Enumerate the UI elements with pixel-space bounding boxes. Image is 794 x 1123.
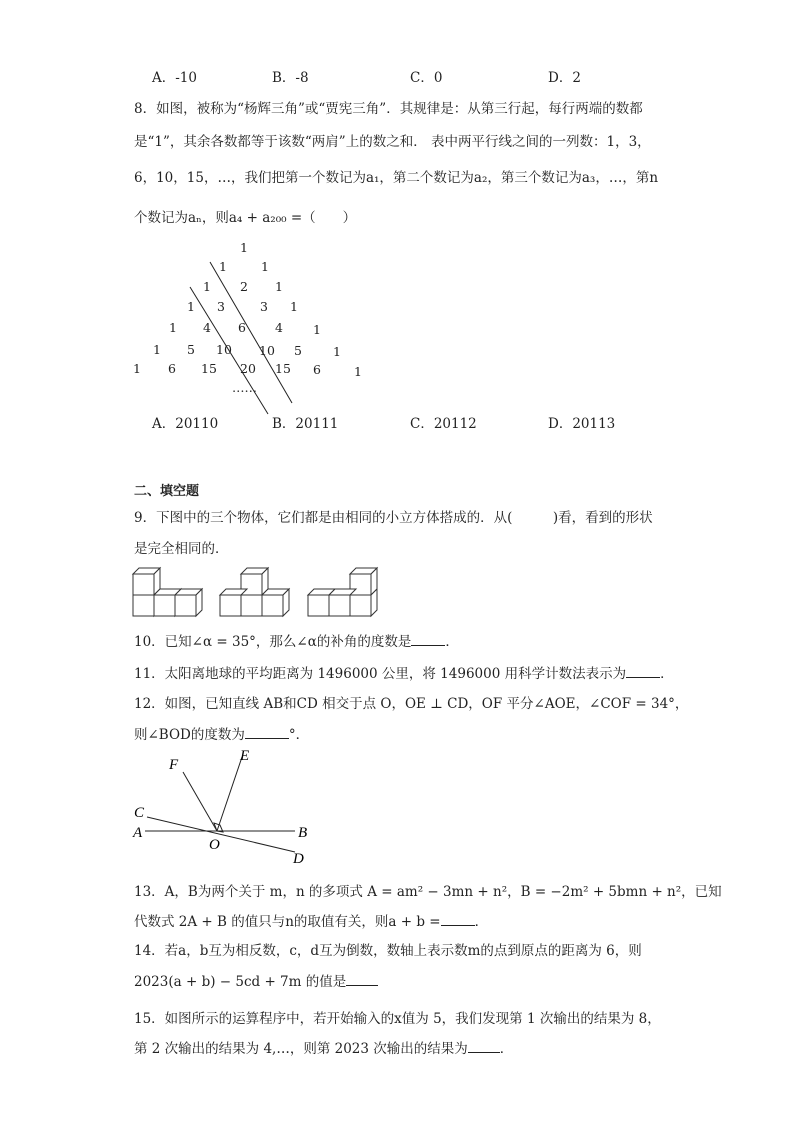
- q10-text: 10．已知∠α = 35°，那么∠α的补角的度数是: [134, 634, 412, 650]
- q7-option-b: B．-8: [272, 70, 309, 86]
- label-e: E: [240, 748, 250, 764]
- q12-text: 则∠BOD的度数为: [134, 727, 245, 743]
- triangle-number: 5: [187, 342, 195, 357]
- answer-blank[interactable]: [441, 913, 475, 926]
- period: ．: [474, 914, 489, 930]
- cube-figures: [130, 562, 390, 620]
- q14-line-1: 14．若a，b互为相反数，c，d互为倒数，数轴上表示数m的点到原点的距离为 6，则: [134, 943, 642, 959]
- triangle-number: 1: [133, 361, 141, 376]
- triangle-number: 1: [240, 240, 248, 255]
- q8-line-2: 是“1”，其余各数都等于该数“两肩”上的数之和． 表中两平行线之间的一列数：1，3，: [134, 134, 651, 150]
- period: ．: [660, 666, 674, 682]
- triangle-number: 4: [203, 320, 211, 335]
- cube-object-2: [220, 568, 289, 616]
- q7-option-d: D．2: [548, 70, 581, 86]
- triangle-number: 4: [275, 320, 283, 335]
- cube-object-3: [308, 568, 377, 616]
- q15-line-2: [134, 1037, 513, 1057]
- q7-option-c: C．0: [410, 70, 443, 86]
- q10-line: [134, 630, 459, 650]
- ray-oe: [217, 757, 242, 831]
- triangle-number: 1: [333, 344, 341, 359]
- q8-line-3: 6，10，15，…，我们把第一个数记为a₁，第二个数记为a₂，第三个数记为a₃，…，第n: [134, 170, 659, 186]
- triangle-number: 15: [275, 361, 291, 376]
- label-b: B: [298, 825, 308, 841]
- triangle-number: 6: [238, 320, 246, 335]
- triangle-number: 10: [259, 343, 275, 358]
- parallel-line-lower: [190, 287, 268, 414]
- q9-line-1: 9．下图中的三个物体，它们都是由相同的小立方体搭成的．从( )看，看到的形状: [134, 510, 653, 526]
- q15-line-1: 15．如图所示的运算程序中，若开始输入的x值为 5，我们发现第 1 次输出的结果为 8，: [134, 1011, 661, 1027]
- triangle-number: 1: [354, 364, 362, 379]
- answer-blank[interactable]: [411, 633, 445, 646]
- period: ．: [445, 634, 459, 650]
- q13-text: 代数式 2A + B 的值只与n的取值有关，则a + b =: [134, 914, 441, 930]
- q14-line-2: [134, 970, 378, 990]
- triangle-number: 1: [219, 259, 227, 274]
- q13-line-2: [134, 910, 488, 930]
- q12-line-1: 12．如图，已知直线 AB和CD 相交于点 O，OE ⊥ CD，OF 平分∠AOE，∠COF = 34°，: [134, 696, 689, 712]
- triangle-number: 2: [240, 279, 248, 294]
- q11-text: 11．太阳离地球的平均距离为 1496000 公里，将 1496000 用科学计数法表示为: [134, 666, 627, 682]
- q8-option-a: A．20110: [152, 416, 219, 432]
- triangle-number: 3: [217, 299, 225, 314]
- triangle-number: 1: [203, 279, 211, 294]
- parallel-line-upper: [210, 262, 292, 403]
- triangle-number: 6: [313, 362, 321, 377]
- label-f: F: [169, 757, 179, 773]
- q8-option-c: C．20112: [410, 416, 477, 432]
- ray-of: [183, 772, 217, 831]
- answer-blank[interactable]: [245, 726, 289, 739]
- triangle-number: 10: [216, 342, 232, 357]
- q7-option-a: A．-10: [152, 70, 197, 86]
- q13-line-1: 13．A，B为两个关于 m，n 的多项式 A = am² − 3mn + n²，B = −2m² + 5bmn + n²，已知: [134, 884, 722, 900]
- triangle-number: 3: [260, 299, 268, 314]
- triangle-number: 1: [261, 259, 269, 274]
- triangle-number: 1: [153, 342, 161, 357]
- answer-blank[interactable]: [468, 1040, 500, 1053]
- q8-option-d: D．20113: [548, 416, 616, 432]
- triangle-number: 5: [294, 343, 302, 358]
- label-c: C: [134, 805, 145, 821]
- q11-line: [134, 662, 674, 682]
- q12-line-2: [134, 723, 309, 743]
- line-cd: [147, 817, 295, 852]
- angle-diagram: [125, 745, 325, 870]
- q15-text: 第 2 次输出的结果为 4,…，则第 2023 次输出的结果为: [134, 1041, 468, 1057]
- answer-blank[interactable]: [626, 665, 660, 678]
- q9-line-2: 是完全相同的．: [134, 541, 229, 557]
- label-d: D: [293, 851, 304, 867]
- label-a: A: [133, 825, 143, 841]
- triangle-number: 6: [168, 361, 176, 376]
- cube-object-1: [133, 568, 202, 616]
- q12-degree: °．: [288, 727, 310, 743]
- triangle-number: 1: [275, 279, 283, 294]
- q8-option-b: B．20111: [272, 416, 339, 432]
- triangle-number: 20: [240, 361, 256, 376]
- label-o: O: [209, 837, 220, 853]
- triangle-number: 15: [201, 361, 217, 376]
- triangle-ellipsis: ……: [232, 380, 257, 395]
- triangle-number: 1: [313, 322, 321, 337]
- triangle-number: 1: [169, 320, 177, 335]
- parallel-lines: [0, 0, 400, 420]
- q8-line-4: 个数记为aₙ，则a₄ + a₂₀₀ =（ ）: [134, 210, 357, 226]
- triangle-number: 1: [187, 299, 195, 314]
- section-title: 二、填空题: [134, 484, 200, 499]
- answer-blank[interactable]: [346, 973, 378, 986]
- q8-line-1: 8．如图，被称为“杨辉三角”或“贾宪三角”．其规律是：从第三行起，每行两端的数都: [134, 101, 643, 117]
- q14-text: 2023(a + b) − 5cd + 7m 的值是: [134, 974, 347, 990]
- period: ．: [499, 1041, 514, 1057]
- triangle-number: 1: [290, 299, 298, 314]
